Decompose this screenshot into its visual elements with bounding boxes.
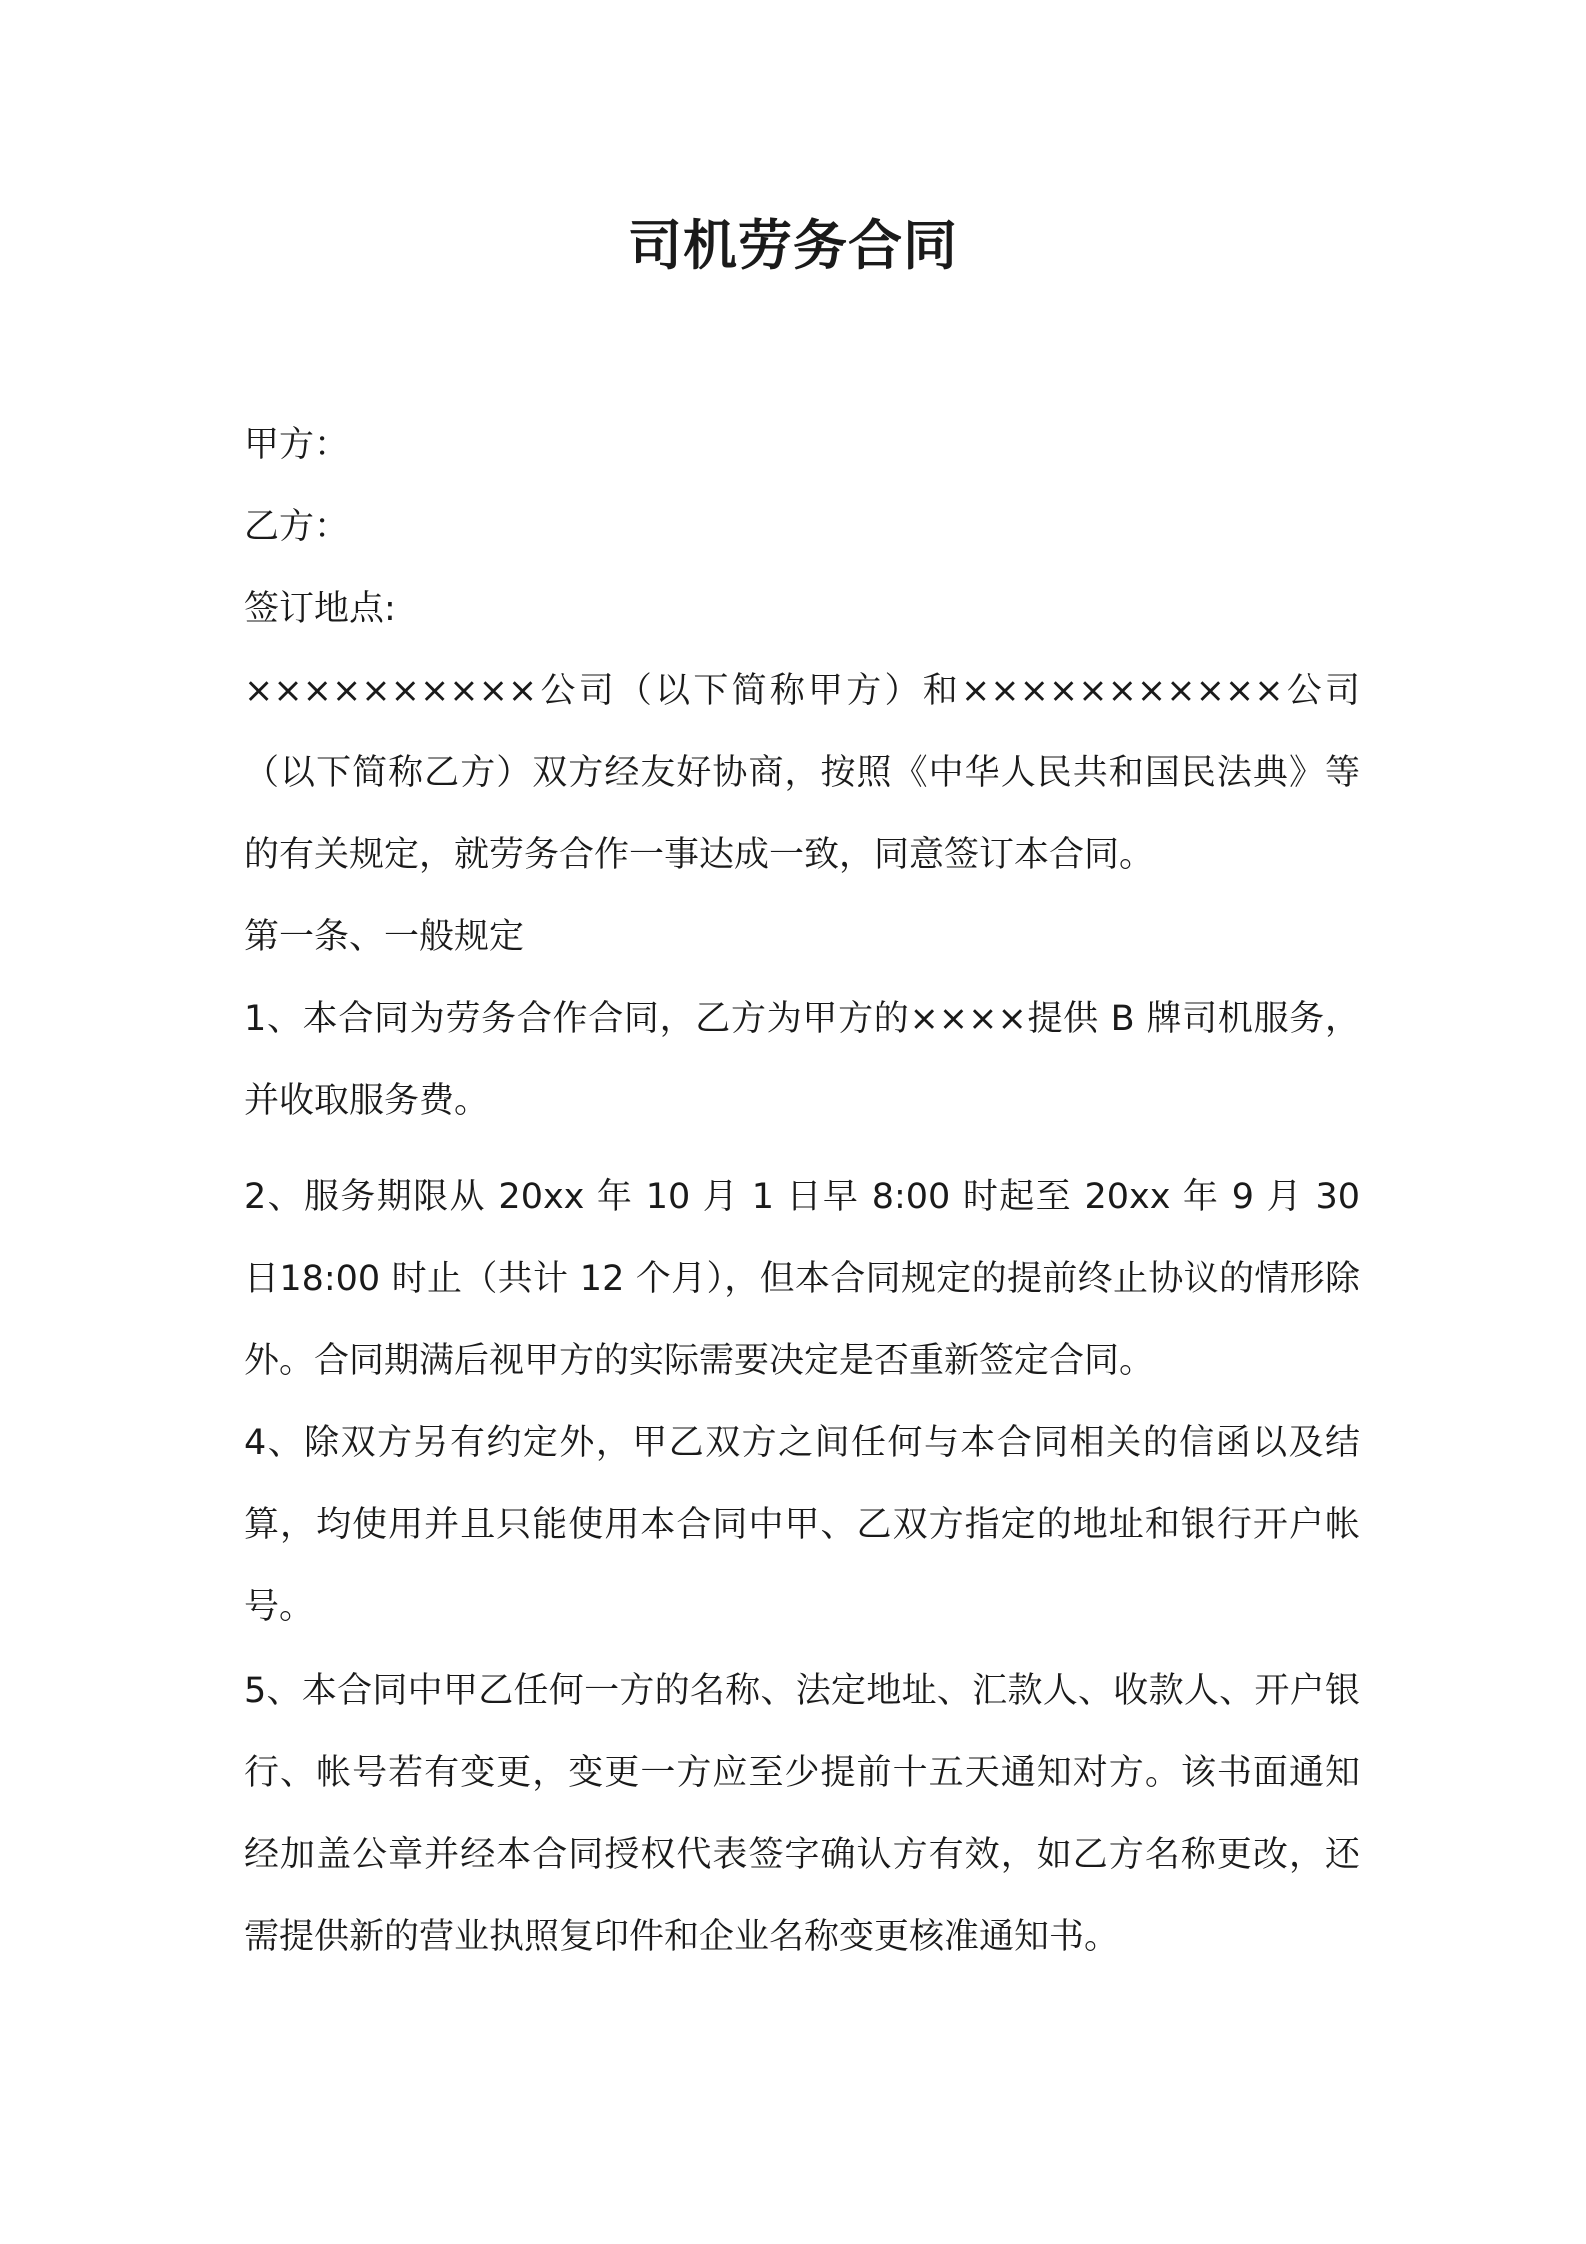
preamble-paragraph: ××××××××××公司（以下简称甲方）和×××××××××××公司（以下简称乙方）双方经友好协商，按照《中华人民共和国民法典》等的有关规定，就劳务合作一事达成一致，同意签订本合同。 [244,671,1360,875]
clause-2-paragraph: 2、服务期限从 20xx 年 10 月 1 日早 8:00 时起至 20xx 年 9 月 30 日18:00 时止（共计 12 个月），但本合同规定的提前终止协议的情形除外。合同期满后视甲方的实际需要决定是否重新签定合同。 [244,1177,1360,1381]
clause-5-paragraph: 5、本合同中甲乙任何一方的名称、法定地址、汇款人、收款人、开户银行、帐号若有变更，变更一方应至少提前十五天通知对方。该书面通知经加盖公章并经本合同授权代表签字确认方有效，如乙方名称更改，还需提供新的营业执照复印件和企业名称变更核准通知书。 [244,1671,1360,1957]
article-1-heading: 第一条、一般规定 [244,917,525,957]
party-b-label: 乙方： [244,507,350,547]
signing-place-label: 签订地点: [244,589,396,629]
clause-1-paragraph: 1、本合同为劳务合作合同，乙方为甲方的××××提供 B 牌司机服务，并收取服务费。 [244,999,1360,1121]
clause-4-paragraph: 4、除双方另有约定外，甲乙双方之间任何与本合同相关的信函以及结算，均使用并且只能使用本合同中甲、乙双方指定的地址和银行开户帐号。 [244,1423,1360,1627]
party-a-label: 甲方： [244,425,350,465]
document-title: 司机劳务合同 [628,214,958,277]
